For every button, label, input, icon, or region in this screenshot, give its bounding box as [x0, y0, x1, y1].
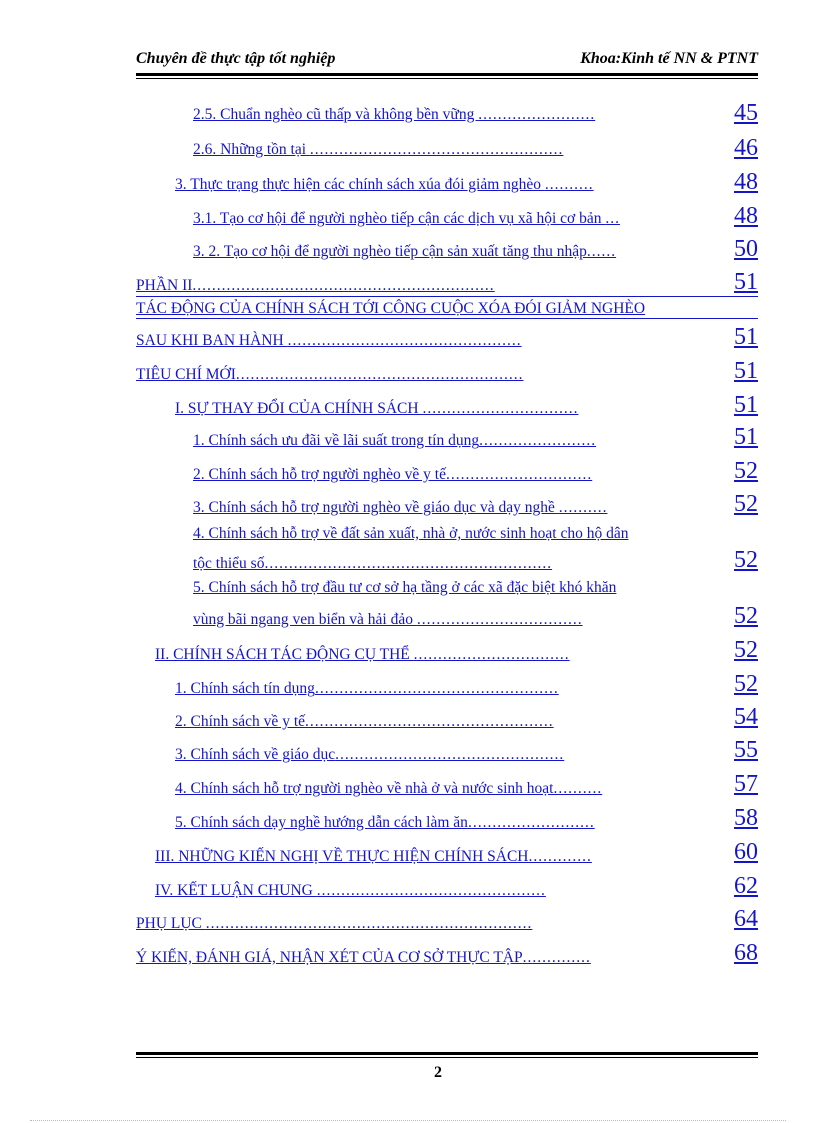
toc-entry[interactable]: IV. KẾT LUẬN CHUNG ...............................................: [155, 882, 546, 899]
toc-entry[interactable]: 4. Chính sách hỗ trợ về đất sản xuất, nhà ở, nước sinh hoạt cho hộ dân: [193, 525, 629, 542]
toc-entry[interactable]: 1. Chính sách tín dụng..................................................: [175, 680, 559, 697]
header-left-title: Chuyên đề thực tập tốt nghiệp: [136, 50, 336, 67]
toc-entry[interactable]: 2. Chính sách hỗ trợ người nghèo về y tế..............................: [193, 466, 593, 483]
toc-entry[interactable]: tộc thiểu số...........................................................: [193, 555, 553, 572]
toc-page-number[interactable]: 51: [734, 424, 758, 450]
toc-page-number[interactable]: 64: [734, 906, 758, 932]
header-right-title: Khoa:Kinh tế NN & PTNT: [580, 50, 758, 67]
toc-page-number[interactable]: 48: [734, 169, 758, 195]
toc-entry[interactable]: 3.1. Tạo cơ hội để người nghèo tiếp cận các dịch vụ xã hội cơ bản ...: [193, 210, 620, 227]
toc-entry[interactable]: 2. Chính sách về y tế...................................................: [175, 713, 554, 730]
toc-page-number[interactable]: 50: [734, 236, 758, 262]
toc-entry[interactable]: TÁC ĐỘNG CỦA CHÍNH SÁCH TỚI CÔNG CUỘC XÓA ĐÓI GIẢM NGHÈO: [136, 300, 646, 317]
toc-page-number[interactable]: 51: [734, 269, 758, 295]
toc-page-number[interactable]: 51: [734, 324, 758, 350]
toc-entry[interactable]: I. SỰ THAY ĐỔI CỦA CHÍNH SÁCH ................................: [175, 400, 579, 417]
toc-page-number[interactable]: 52: [734, 671, 758, 697]
toc-page-number[interactable]: 51: [734, 392, 758, 418]
toc-entry[interactable]: SAU KHI BAN HÀNH ................................................: [136, 332, 522, 349]
heading-underline: [136, 318, 758, 319]
toc-page-number[interactable]: 52: [734, 603, 758, 629]
page-break-line: [30, 1120, 786, 1121]
toc-entry[interactable]: TIÊU CHÍ MỚI...........................................................: [136, 366, 524, 383]
toc-entry[interactable]: PHỤ LỤC ...................................................................: [136, 915, 533, 932]
toc-page-number[interactable]: 55: [734, 737, 758, 763]
toc-page-number[interactable]: 52: [734, 637, 758, 663]
toc-entry[interactable]: II. CHÍNH SÁCH TÁC ĐỘNG CỤ THỂ ................................: [155, 646, 570, 663]
toc-page-number[interactable]: 52: [734, 547, 758, 573]
toc-page-number[interactable]: 57: [734, 771, 758, 797]
footer-rule-thick: [136, 1052, 758, 1055]
toc-page-number[interactable]: 45: [734, 100, 758, 126]
footer-rule-thin: [136, 1057, 758, 1058]
toc-entry[interactable]: 5. Chính sách dạy nghề hướng dẫn cách làm ăn..........................: [175, 814, 595, 831]
toc-page-number[interactable]: 52: [734, 458, 758, 484]
toc-page-number[interactable]: 62: [734, 873, 758, 899]
toc-entry[interactable]: III. NHỮNG KIẾN NGHỊ VỀ THỰC HIỆN CHÍNH SÁCH.............: [155, 848, 592, 865]
toc-entry[interactable]: 3. Chính sách về giáo dục...............................................: [175, 746, 565, 763]
toc-entry[interactable]: 2.5. Chuẩn nghèo cũ thấp và không bền vững ........................: [193, 106, 596, 123]
heading-underline: [136, 296, 758, 297]
toc-entry[interactable]: vùng bãi ngang ven biển và hải đảo ..................................: [193, 611, 583, 628]
toc-entry[interactable]: 3. 2. Tạo cơ hội để người nghèo tiếp cận sản xuất tăng thu nhập......: [193, 243, 617, 260]
toc-entry[interactable]: 5. Chính sách hỗ trợ đầu tư cơ sở hạ tầng ở các xã đặc biệt khó khăn: [193, 579, 617, 596]
toc-page-number[interactable]: 68: [734, 940, 758, 966]
toc-page-number[interactable]: 60: [734, 839, 758, 865]
page-number: 2: [434, 1064, 442, 1081]
toc-entry[interactable]: 3. Thực trạng thực hiện các chính sách xúa đói giảm nghèo ..........: [175, 176, 594, 193]
toc-page-number[interactable]: 52: [734, 491, 758, 517]
toc-page-number[interactable]: 51: [734, 358, 758, 384]
toc-entry[interactable]: 4. Chính sách hỗ trợ người nghèo về nhà ở và nước sinh hoạt..........: [175, 780, 603, 797]
toc-entry[interactable]: Ý KIẾN, ĐÁNH GIÁ, NHẬN XÉT CỦA CƠ SỞ THỰC TẬP..............: [136, 949, 591, 966]
toc-page-number[interactable]: 58: [734, 805, 758, 831]
toc-entry[interactable]: 1. Chính sách ưu đãi về lãi suất trong tín dụng........................: [193, 432, 597, 449]
toc-entry[interactable]: 3. Chính sách hỗ trợ người nghèo về giáo dục và dạy nghề ..........: [193, 499, 608, 516]
toc-page-number[interactable]: 54: [734, 704, 758, 730]
toc-page-number[interactable]: 46: [734, 135, 758, 161]
toc-page-number[interactable]: 48: [734, 203, 758, 229]
toc-entry[interactable]: 2.6. Những tồn tại ....................................................: [193, 141, 564, 158]
toc-entry[interactable]: PHẦN II..............................................................: [136, 277, 495, 294]
